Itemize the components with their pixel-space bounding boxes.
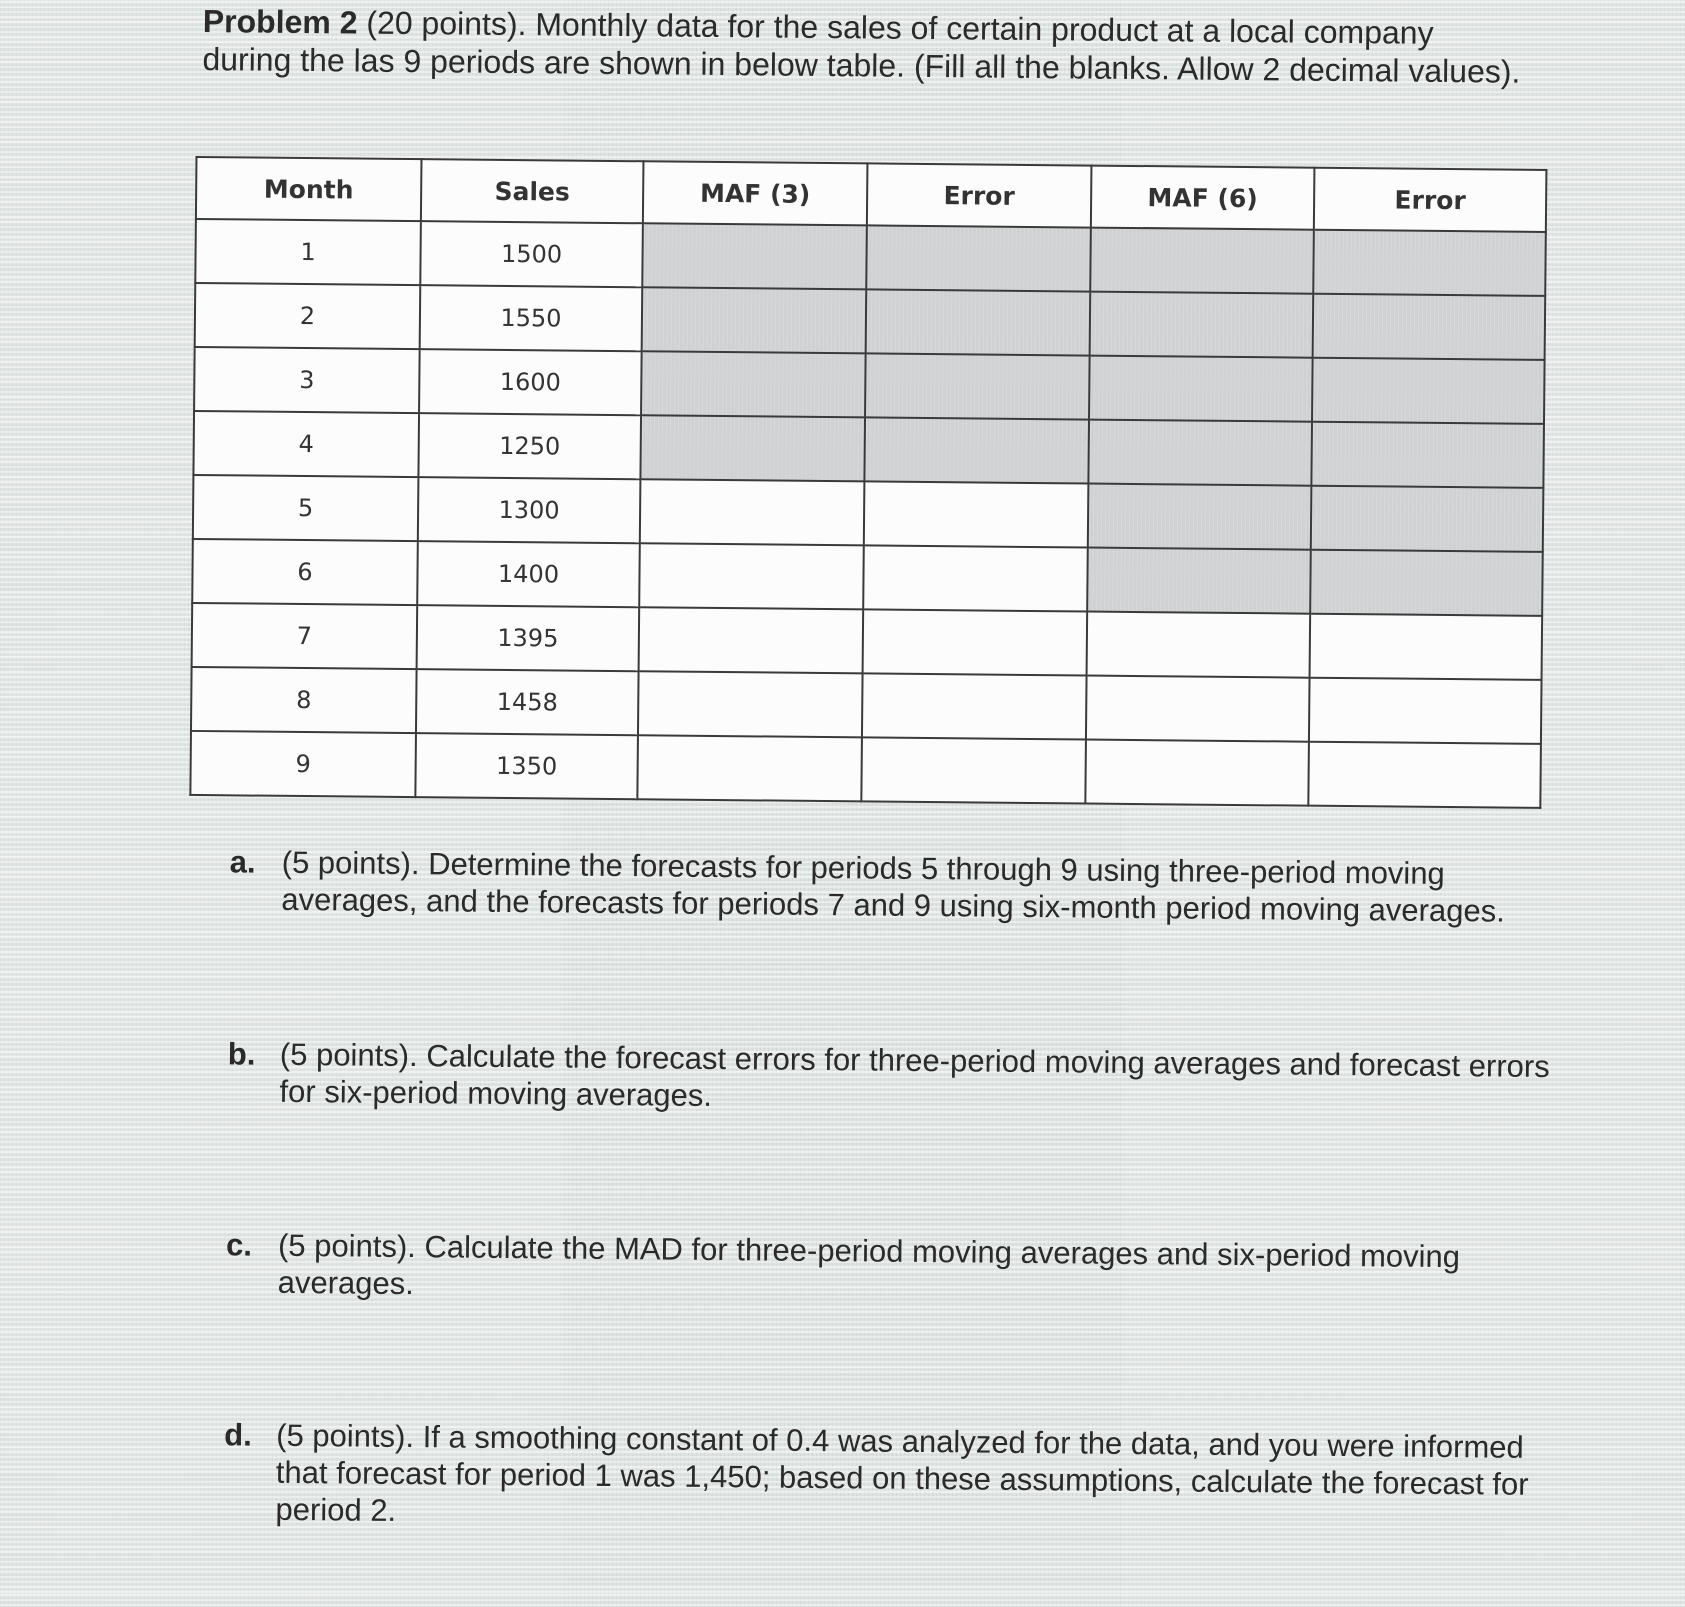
question-b [227, 1035, 1558, 1122]
sales-forecast-table [189, 156, 1547, 809]
question-letter: d. [224, 1417, 252, 1453]
sales-cell: 1250 [418, 413, 641, 479]
maf6-blank-cell[interactable] [1086, 676, 1310, 742]
question-letter: a. [229, 844, 256, 880]
maf6-error-blank-cell[interactable] [1310, 614, 1543, 680]
maf3-cell-blocked [642, 287, 867, 353]
question-text: (5 points). Calculate the forecast errors for three-period moving averages and forecast errors for six-period moving averages. [279, 1036, 1550, 1113]
maf6-cell-blocked [1088, 420, 1312, 486]
question-list [224, 843, 1560, 1528]
header-month: Month [196, 157, 422, 221]
month-cell: 9 [190, 731, 416, 797]
month-cell: 1 [195, 219, 421, 285]
maf3-blank-cell[interactable] [640, 479, 865, 545]
month-cell: 4 [193, 411, 419, 477]
maf3-cell-blocked [641, 351, 866, 417]
sales-cell: 1500 [420, 221, 643, 287]
problem-statement [202, 2, 1523, 91]
month-cell: 3 [194, 347, 420, 413]
maf3-blank-cell[interactable] [638, 671, 863, 737]
maf3-error-blank-cell[interactable] [862, 673, 1087, 739]
maf6-error-cell-blocked [1310, 550, 1543, 616]
maf3-error-cell-blocked [866, 289, 1091, 355]
maf3-error-blank-cell[interactable] [863, 609, 1088, 675]
maf3-cell-blocked [640, 415, 865, 481]
maf3-error-blank-cell[interactable] [863, 545, 1088, 611]
table-row [190, 731, 1541, 808]
maf6-cell-blocked [1090, 292, 1314, 358]
question-a [229, 843, 1560, 930]
sales-cell: 1300 [418, 477, 641, 543]
sales-cell: 1458 [416, 669, 639, 735]
sales-cell: 1600 [419, 349, 642, 415]
maf6-error-cell-blocked [1313, 230, 1546, 296]
question-text: (5 points). Calculate the MAD for three-period moving averages and six-period moving averages. [277, 1227, 1461, 1302]
maf6-error-blank-cell[interactable] [1308, 742, 1541, 808]
problem-number: Problem 2 [202, 3, 358, 41]
maf6-cell-blocked [1089, 356, 1313, 422]
maf3-blank-cell[interactable] [637, 735, 862, 801]
month-cell: 6 [192, 539, 418, 605]
sales-cell: 1395 [417, 605, 640, 671]
sales-cell: 1350 [415, 733, 638, 799]
maf6-cell-blocked [1088, 484, 1312, 550]
maf6-cell-blocked [1090, 228, 1314, 294]
maf6-error-blank-cell[interactable] [1309, 678, 1542, 744]
month-cell: 7 [192, 603, 418, 669]
maf6-cell-blocked [1087, 548, 1311, 614]
maf3-blank-cell[interactable] [639, 543, 864, 609]
maf3-error-cell-blocked [865, 353, 1090, 419]
maf6-error-cell-blocked [1312, 358, 1545, 424]
header-maf6-error: Error [1314, 168, 1547, 232]
maf6-error-cell-blocked [1311, 422, 1544, 488]
header-sales: Sales [421, 159, 644, 223]
maf6-blank-cell[interactable] [1085, 740, 1309, 806]
month-cell: 8 [191, 667, 417, 733]
header-maf3: MAF (3) [643, 161, 868, 225]
sales-cell: 1400 [417, 541, 640, 607]
maf3-error-blank-cell[interactable] [864, 481, 1089, 547]
maf3-blank-cell[interactable] [639, 607, 864, 673]
question-d [223, 1416, 1554, 1540]
month-cell: 5 [193, 475, 419, 541]
question-text: (5 points). If a smoothing constant of 0.4 was analyzed for the data, and you were informed that forecast for period 1 was 1,450; based on these assumptions, calculate the forecast for period 2. [275, 1417, 1529, 1528]
question-c [226, 1226, 1557, 1313]
header-maf6: MAF (6) [1091, 166, 1315, 230]
header-maf3-error: Error [867, 163, 1092, 227]
maf3-error-cell-blocked [866, 225, 1091, 291]
sales-cell: 1550 [420, 285, 643, 351]
maf3-cell-blocked [642, 223, 867, 289]
question-text: (5 points). Determine the forecasts for periods 5 through 9 using three-period moving averages, and the forecasts for periods 7 and 9 using six-month period moving averages. [281, 844, 1505, 929]
question-letter: c. [225, 1227, 253, 1263]
problem-description: (20 points). Monthly data for the sales of certain product at a local company during the las 9 periods are shown in below table. (Fill all the blanks. Allow 2 decimal values). [202, 4, 1521, 90]
maf3-error-cell-blocked [864, 417, 1089, 483]
month-cell: 2 [195, 283, 421, 349]
maf6-blank-cell[interactable] [1087, 612, 1311, 678]
maf6-error-cell-blocked [1311, 486, 1544, 552]
maf3-error-blank-cell[interactable] [861, 737, 1086, 803]
question-letter: b. [227, 1036, 256, 1072]
maf6-error-cell-blocked [1313, 294, 1546, 360]
